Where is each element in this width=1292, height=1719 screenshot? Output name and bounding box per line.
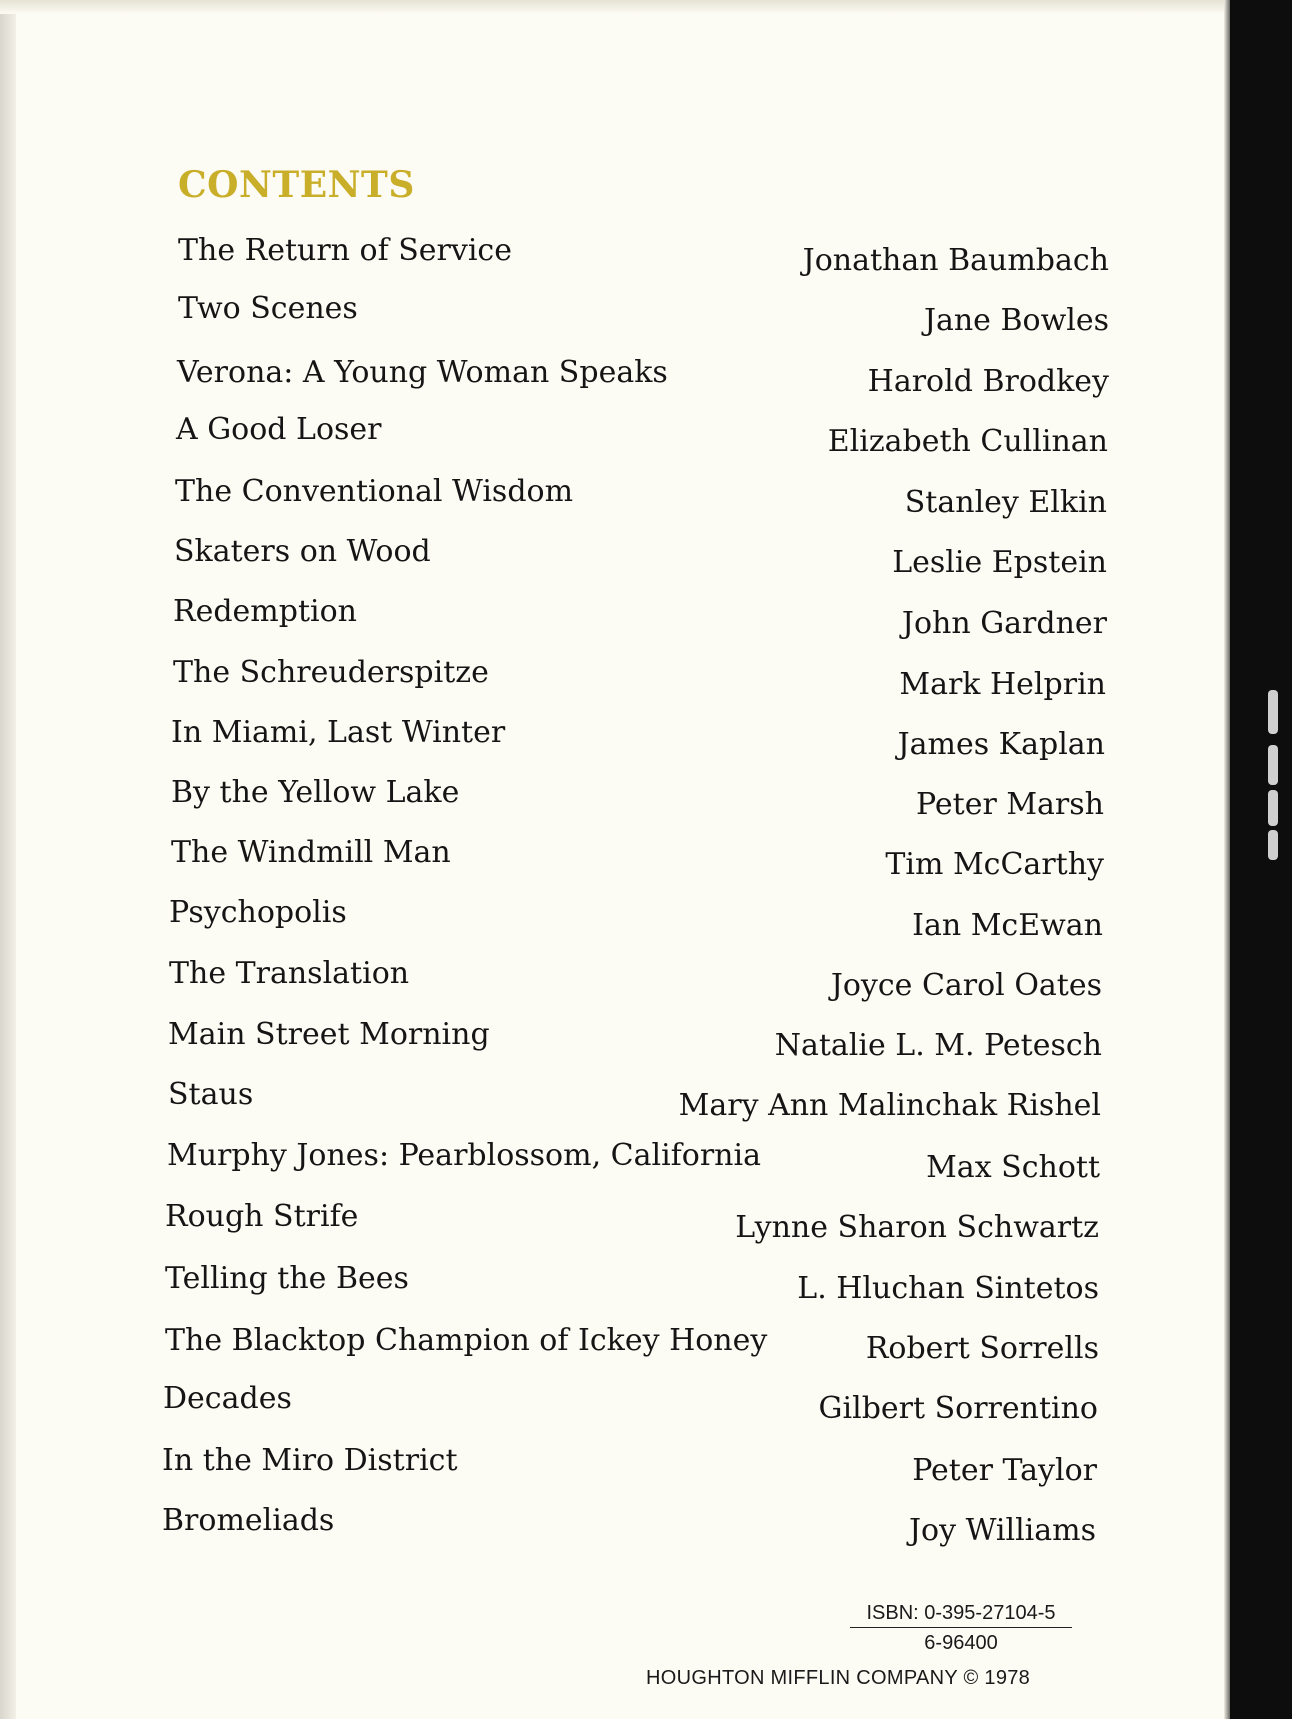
isbn: ISBN: 0-395-27104-5 (850, 1602, 1072, 1628)
story-author: Elizabeth Cullinan (827, 424, 1108, 459)
story-author: John Gardner (901, 606, 1107, 641)
story-author: Lynne Sharon Schwartz (735, 1210, 1099, 1245)
isbn-block (850, 1602, 1072, 1655)
story-title: The Windmill Man (171, 835, 451, 870)
story-author: Jane Bowles (923, 303, 1109, 338)
story-author: L. Hluchan Sintetos (797, 1271, 1099, 1306)
story-author: Peter Taylor (912, 1453, 1097, 1488)
story-title: The Return of Service (178, 233, 512, 268)
story-title: A Good Loser (176, 412, 382, 447)
story-title: The Schreuderspitze (173, 655, 489, 690)
story-title: The Translation (169, 956, 410, 991)
story-title: In the Miro District (162, 1443, 458, 1478)
story-author: Max Schott (926, 1150, 1100, 1185)
story-title: Skaters on Wood (174, 534, 431, 569)
story-author: Joy Williams (909, 1513, 1096, 1548)
story-title: Bromeliads (162, 1503, 335, 1538)
story-author: Harold Brodkey (867, 364, 1109, 399)
publisher-imprint: HOUGHTON MIFFLIN COMPANY © 1978 (646, 1667, 1031, 1689)
story-title: Telling the Bees (165, 1261, 409, 1296)
contents-heading: CONTENTS (178, 164, 415, 206)
story-author: Robert Sorrells (865, 1331, 1099, 1366)
story-title: In Miami, Last Winter (171, 715, 506, 750)
story-title: The Blacktop Champion of Ickey Honey (165, 1323, 768, 1358)
story-title: Two Scenes (178, 291, 358, 326)
story-title: Redemption (173, 594, 357, 629)
story-author: Ian McEwan (912, 908, 1103, 943)
story-author: Gilbert Sorrentino (818, 1391, 1098, 1426)
story-title: Staus (168, 1077, 254, 1112)
story-author: Mary Ann Malinchak Rishel (678, 1088, 1101, 1123)
story-title: The Conventional Wisdom (175, 474, 574, 509)
story-author: Stanley Elkin (904, 485, 1107, 520)
story-author: Peter Marsh (916, 787, 1104, 822)
story-title: Murphy Jones: Pearblossom, California (167, 1138, 761, 1173)
story-title: Decades (163, 1381, 292, 1416)
story-title: Main Street Morning (168, 1017, 490, 1052)
story-title: Rough Strife (165, 1199, 359, 1234)
story-author: Leslie Epstein (892, 545, 1107, 580)
story-author: Natalie L. M. Petesch (774, 1028, 1102, 1063)
story-author: Jonathan Baumbach (802, 243, 1109, 278)
story-author: James Kaplan (897, 727, 1105, 762)
story-title: Psychopolis (169, 895, 347, 930)
story-author: Mark Helprin (899, 667, 1106, 702)
story-title: Verona: A Young Woman Speaks (177, 355, 668, 390)
catalog-number: 6-96400 (924, 1632, 998, 1654)
story-author: Tim McCarthy (885, 847, 1104, 882)
story-author: Joyce Carol Oates (830, 968, 1102, 1003)
story-title: By the Yellow Lake (171, 775, 460, 810)
